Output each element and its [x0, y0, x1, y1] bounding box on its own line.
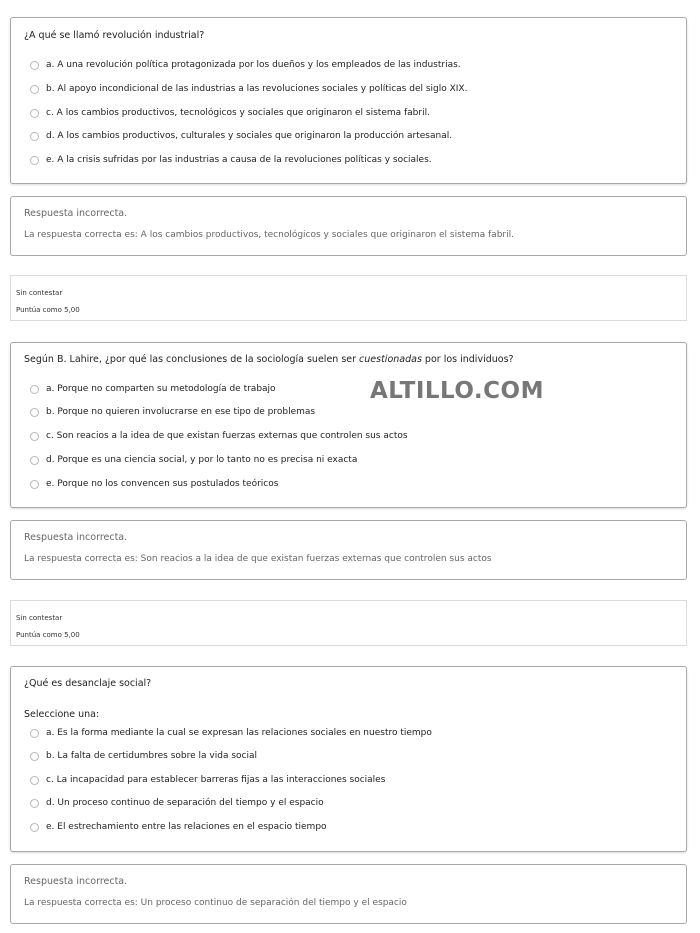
- option-label: b. La falta de certidumbres sobre la vida social: [46, 751, 257, 761]
- question-2-info: [10, 275, 687, 321]
- radio-icon[interactable]: [30, 385, 39, 394]
- question-3-option-b[interactable]: [30, 751, 257, 761]
- question-3-card: [10, 666, 687, 852]
- feedback-correct-answer: La respuesta correcta es: Son reacios a la idea de que existan fuerzas externas que controlen sus actos: [24, 554, 492, 564]
- question-2-text: [24, 354, 514, 365]
- option-label: d. Un proceso continuo de separación del tiempo y el espacio: [46, 798, 324, 808]
- feedback-title: Respuesta incorrecta.: [24, 876, 128, 887]
- question-2-option-d[interactable]: [30, 455, 357, 465]
- feedback-correct-answer: La respuesta correcta es: A los cambios productivos, tecnológicos y sociales que originaron el sistema fabril.: [24, 230, 514, 240]
- option-label: c. A los cambios productivos, tecnológicos y sociales que originaron el sistema fabril.: [46, 108, 430, 118]
- question-3-option-d[interactable]: [30, 798, 324, 808]
- feedback-title: Respuesta incorrecta.: [24, 208, 128, 219]
- question-2-option-c[interactable]: [30, 431, 408, 441]
- radio-icon[interactable]: [30, 799, 39, 808]
- question-3-option-c[interactable]: [30, 775, 385, 785]
- option-label: a. Es la forma mediante la cual se expresan las relaciones sociales en nuestro tiempo: [46, 728, 432, 738]
- radio-icon[interactable]: [30, 61, 39, 70]
- feedback-correct-answer: La respuesta correcta es: Un proceso continuo de separación del tiempo y el espacio: [24, 898, 407, 908]
- question-3-option-e[interactable]: [30, 822, 327, 832]
- option-label: e. A la crisis sufridas por las industrias a causa de la revoluciones políticas y sociales.: [46, 155, 432, 165]
- feedback-title: Respuesta incorrecta.: [24, 532, 128, 543]
- option-label: e. Porque no los convencen sus postulados teóricos: [46, 479, 279, 489]
- option-label: a. A una revolución política protagonizada por los dueños y los empleados de las industrias.: [46, 60, 461, 70]
- radio-icon[interactable]: [30, 729, 39, 738]
- question-3-text: ¿Qué es desanclaje social?: [24, 678, 152, 689]
- question-score: Puntúa como 5,00: [16, 631, 80, 639]
- radio-icon[interactable]: [30, 480, 39, 489]
- option-label: c. Son reacios a la idea de que existan fuerzas externas que controlen sus actos: [46, 431, 408, 441]
- question-2-option-a[interactable]: [30, 384, 276, 394]
- question-1-option-b[interactable]: [30, 84, 467, 94]
- option-label: d. A los cambios productivos, culturales y sociales que originaron la producción artesanal.: [46, 131, 453, 141]
- radio-icon[interactable]: [30, 408, 39, 417]
- question-score: Puntúa como 5,00: [16, 306, 80, 314]
- radio-icon[interactable]: [30, 432, 39, 441]
- question-3-option-a[interactable]: [30, 728, 432, 738]
- question-1-option-c[interactable]: [30, 108, 430, 118]
- question-3-info: [10, 600, 687, 646]
- question-2-feedback: [10, 520, 687, 580]
- question-2-option-b[interactable]: [30, 407, 315, 417]
- question-2-text-emphasis: cuestionadas: [359, 354, 422, 365]
- option-label: d. Porque es una ciencia social, y por lo tanto no es precisa ni exacta: [46, 455, 358, 465]
- radio-icon[interactable]: [30, 109, 39, 118]
- select-one-label: Seleccione una:: [24, 709, 100, 720]
- question-2-text-start: Según B. Lahire, ¿por qué las conclusiones de la sociología suelen ser: [24, 354, 360, 365]
- question-3-feedback: [10, 864, 687, 924]
- radio-icon[interactable]: [30, 776, 39, 785]
- watermark: ALTILLO.COM: [370, 378, 544, 404]
- question-2-text-end: por los individuos?: [421, 354, 514, 365]
- option-label: c. La incapacidad para establecer barreras fijas a las interacciones sociales: [46, 775, 386, 785]
- option-label: a. Porque no comparten su metodología de trabajo: [46, 384, 276, 394]
- radio-icon[interactable]: [30, 156, 39, 165]
- question-1-option-e[interactable]: [30, 155, 432, 165]
- question-2-card: [10, 342, 687, 508]
- radio-icon[interactable]: [30, 456, 39, 465]
- question-2-option-e[interactable]: [30, 479, 278, 489]
- radio-icon[interactable]: [30, 85, 39, 94]
- option-label: b. Porque no quieren involucrarse en ese tipo de problemas: [46, 407, 316, 417]
- question-1-option-a[interactable]: [30, 60, 461, 70]
- question-1-text: ¿A qué se llamó revolución industrial?: [24, 30, 205, 41]
- question-1-feedback: [10, 196, 687, 256]
- option-label: e. El estrechamiento entre las relaciones en el espacio tiempo: [46, 822, 327, 832]
- radio-icon[interactable]: [30, 823, 39, 832]
- question-1-option-d[interactable]: [30, 131, 452, 141]
- question-status: Sin contestar: [16, 289, 63, 297]
- radio-icon[interactable]: [30, 132, 39, 141]
- question-status: Sin contestar: [16, 614, 63, 622]
- question-1-card: [10, 17, 687, 184]
- option-label: b. Al apoyo incondicional de las industrias a las revoluciones sociales y políticas del siglo XIX.: [46, 84, 468, 94]
- radio-icon[interactable]: [30, 752, 39, 761]
